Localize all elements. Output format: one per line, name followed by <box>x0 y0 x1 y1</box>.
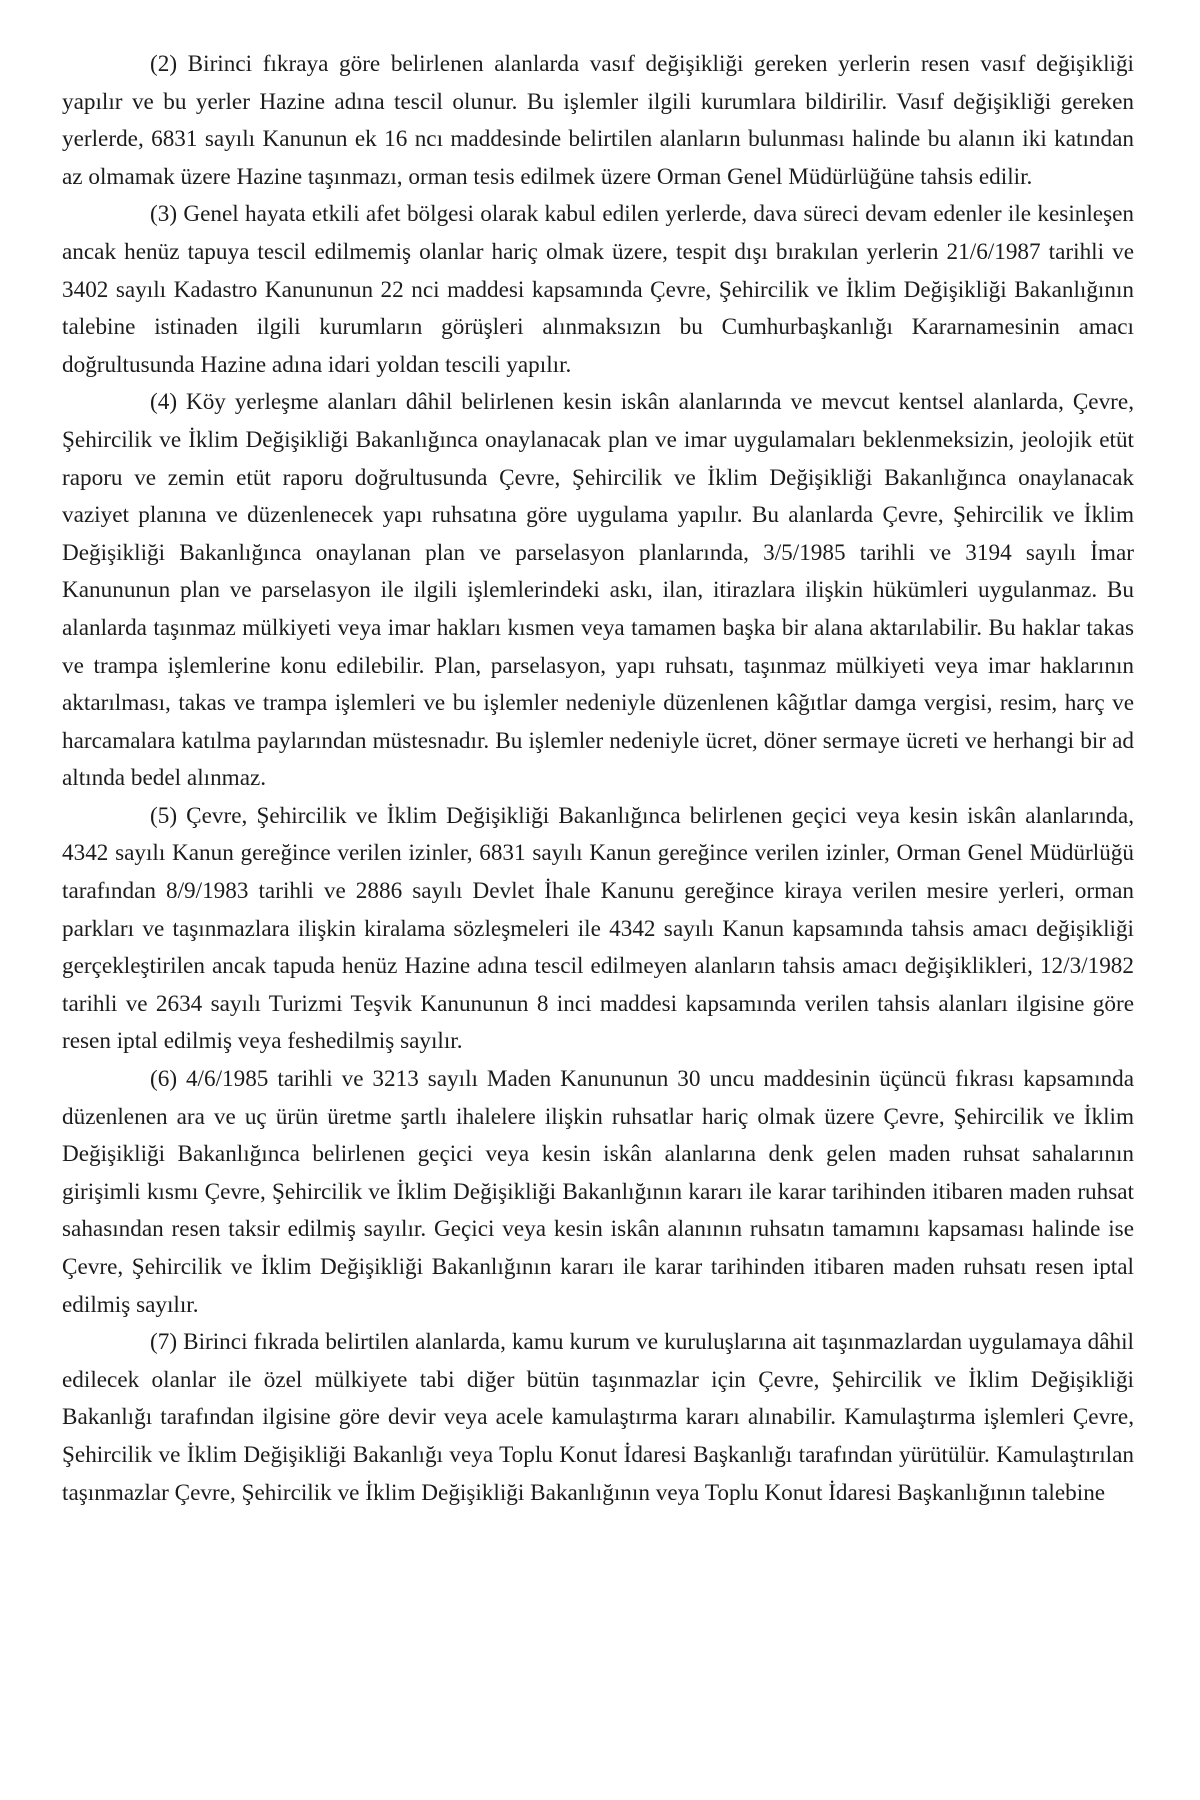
paragraph-3: (3) Genel hayata etkili afet bölgesi olarak kabul edilen yerlerde, dava süreci devam edenler ile kesinleşen ancak henüz tapuya tescil edilmemiş olanlar hariç olmak üzere, tespit dışı bırakılan yerlerin 21/6/1987 tarihli ve 3402 sayılı Kadastro Kanununun 22 nci maddesi kapsamında Çevre, Şehircilik ve İklim Değişikliği Bakanlığının talebine istinaden ilgili kurumların görüşleri alınmaksızın bu Cumhurbaşkanlığı Kararnamesinin amacı doğrultusunda Hazine adına idari yoldan tescili yapılır. <box>62 201 1134 378</box>
paragraph-5: (5) Çevre, Şehircilik ve İklim Değişikliği Bakanlığınca belirlenen geçici veya kesin iskân alanlarında, 4342 sayılı Kanun gereğince verilen izinler, 6831 sayılı Kanun gereğince verilen izinler, Orman Genel Müdürlüğü tarafından 8/9/1983 tarihli ve 2886 sayılı Devlet İhale Kanunu gereğince kiraya verilen mesire yerleri, orman parkları ve taşınmazlara ilişkin kiralama sözleşmeleri ile 4342 sayılı Kanun kapsamında tahsis amacı değişikliği gerçekleştirilen ancak tapuda henüz Hazine adına tescil edilmeyen alanların tahsis amacı değişiklikleri, 12/3/1982 tarihli ve 2634 sayılı Turizmi Teşvik Kanununun 8 inci maddesi kapsamında verilen tahsis alanları ilgisine göre resen iptal edilmiş veya feshedilmiş sayılır. <box>62 802 1134 1055</box>
paragraph-6: (6) 4/6/1985 tarihli ve 3213 sayılı Maden Kanununun 30 uncu maddesinin üçüncü fıkrası kapsamında düzenlenen ara ve uç ürün üretme şartlı ihalelere ilişkin ruhsatlar hariç olmak üzere Çevre, Şehircilik ve İklim Değişikliği Bakanlığınca belirlenen geçici veya kesin iskân alanlarına denk gelen maden ruhsat sahalarının girişimli kısmı Çevre, Şehircilik ve İklim Değişikliği Bakanlığının kararı ile karar tarihinden itibaren maden ruhsat sahasından resen taksir edilmiş sayılır. Geçici veya kesin iskân alanının ruhsatın tamamını kapsaması halinde ise Çevre, Şehircilik ve İklim Değişikliği Bakanlığının kararı ile karar tarihinden itibaren maden ruhsatı resen iptal edilmiş sayılır. <box>62 1066 1134 1318</box>
paragraph-2: (2) Birinci fıkraya göre belirlenen alanlarda vasıf değişikliği gereken yerlerin resen vasıf değişikliği yapılır ve bu yerler Hazine adına tescil olunur. Bu işlemler ilgili kurumlara bildirilir. Vasıf değişikliği gereken yerlerde, 6831 sayılı Kanunun ek 16 ncı maddesinde belirtilen alanların bulunması halinde bu alanın iki katından az olmamak üzere Hazine taşınmazı, orman tesis edilmek üzere Orman Genel Müdürlüğüne tahsis edilir. <box>62 51 1134 190</box>
paragraph-7: (7) Birinci fıkrada belirtilen alanlarda, kamu kurum ve kuruluşlarına ait taşınmazlardan uygulamaya dâhil edilecek olanlar ile özel mülkiyete tabi diğer bütün taşınmazlar için Çevre, Şehircilik ve İklim Değişikliği Bakanlığı tarafından ilgisine göre devir veya acele kamulaştırma kararı alınabilir. Kamulaştırma işlemleri Çevre, Şehircilik ve İklim Değişikliği Bakanlığı veya Toplu Konut İdaresi Başkanlığı tarafından yürütülür. Kamulaştırılan taşınmazlar Çevre, Şehircilik ve İklim Değişikliği Bakanlığının veya Toplu Konut İdaresi Başkanlığının talebine <box>62 1329 1134 1506</box>
paragraph-4: (4) Köy yerleşme alanları dâhil belirlenen kesin iskân alanlarında ve mevcut kentsel alanlarda, Çevre, Şehircilik ve İklim Değişikliği Bakanlığınca onaylanacak plan ve imar uygulamaları beklenmeksizin, jeolojik etüt raporu ve zemin etüt raporu doğrultusunda Çevre, Şehircilik ve İklim Değişikliği Bakanlığınca onaylanacak vaziyet planına ve düzenlenecek yapı ruhsatına göre uygulama yapılır. Bu alanlarda Çevre, Şehircilik ve İklim Değişikliği Bakanlığınca onaylanan plan ve parselasyon planlarında, 3/5/1985 tarihli ve 3194 sayılı İmar Kanununun plan ve parselasyon ile ilgili işlemlerindeki askı, ilan, itirazlara ilişkin hükümleri uygulanmaz. Bu alanlarda taşınmaz mülkiyeti veya imar hakları kısmen veya tamamen başka bir alana aktarılabilir. Bu haklar takas ve trampa işlemlerine konu edilebilir. Plan, parselasyon, yapı ruhsatı, taşınmaz mülkiyeti veya imar haklarının aktarılması, takas ve trampa işlemleri ve bu işlemler nedeniyle düzenlenen kâğıtlar damga vergisi, resim, harç ve harcamalara katılma paylarından müstesnadır. Bu işlemler nedeniyle ücret, döner sermaye ücreti ve herhangi bir ad altında bedel alınmaz. <box>62 389 1134 792</box>
document-page <box>62 46 1134 1512</box>
